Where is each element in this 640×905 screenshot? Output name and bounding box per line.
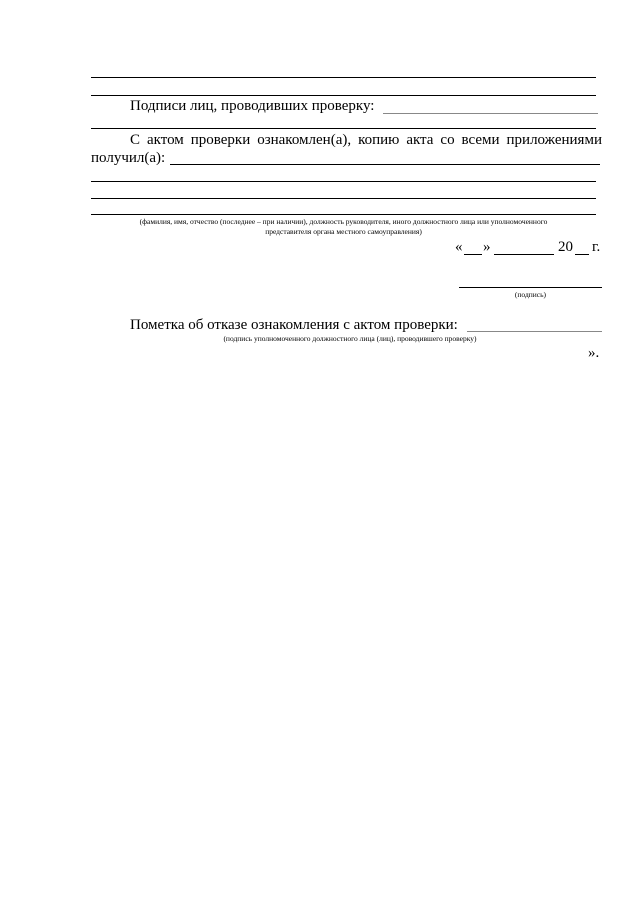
acquainted-word: С	[130, 132, 141, 148]
blank-line-5	[91, 198, 596, 199]
blank-line-6	[91, 214, 596, 215]
blank-line-3	[91, 128, 596, 129]
acquainted-word: ознакомлен(а),	[257, 132, 352, 148]
signature-fill-line	[459, 287, 602, 288]
refusal-caption: (подпись уполномоченного должностного лица (лиц), проводившего проверку)	[223, 334, 477, 343]
date-year-fill	[575, 254, 589, 255]
acquainted-statement	[130, 131, 602, 149]
closing-mark: ».	[588, 345, 600, 361]
signature-caption: (подпись)	[514, 290, 547, 299]
signatures-label: Подписи лиц, проводивших проверку:	[130, 98, 375, 114]
received-fill-line	[170, 164, 600, 165]
blank-line-2	[91, 95, 596, 96]
date-year-prefix: 20	[558, 239, 573, 255]
acquainted-word: актом	[146, 132, 184, 148]
acquainted-word: проверки	[190, 132, 251, 148]
person-caption-line-1: (фамилия, имя, отчество (последнее – при наличии), должность руководителя, иного должностного лица или уполномоченного	[139, 217, 548, 226]
refusal-label: Пометка об отказе ознакомления с актом проверки:	[130, 317, 458, 333]
date-day-fill	[464, 254, 482, 255]
received-label: получил(а):	[91, 150, 166, 166]
date-close-quote: »	[483, 239, 491, 255]
date-year-suffix: г.	[592, 239, 601, 255]
acquainted-word: приложениями	[506, 132, 602, 148]
blank-line-1	[91, 77, 596, 78]
date-open-quote: «	[455, 239, 463, 255]
signatures-fill-line	[383, 113, 598, 114]
refusal-fill-line	[467, 331, 602, 332]
person-caption-line-2: представителя органа местного самоуправления)	[265, 227, 422, 236]
date-month-fill	[494, 254, 554, 255]
acquainted-word: копию	[358, 132, 400, 148]
acquainted-word: со	[440, 132, 455, 148]
acquainted-word: всеми	[461, 132, 500, 148]
blank-line-4	[91, 181, 596, 182]
acquainted-word: акта	[406, 132, 434, 148]
